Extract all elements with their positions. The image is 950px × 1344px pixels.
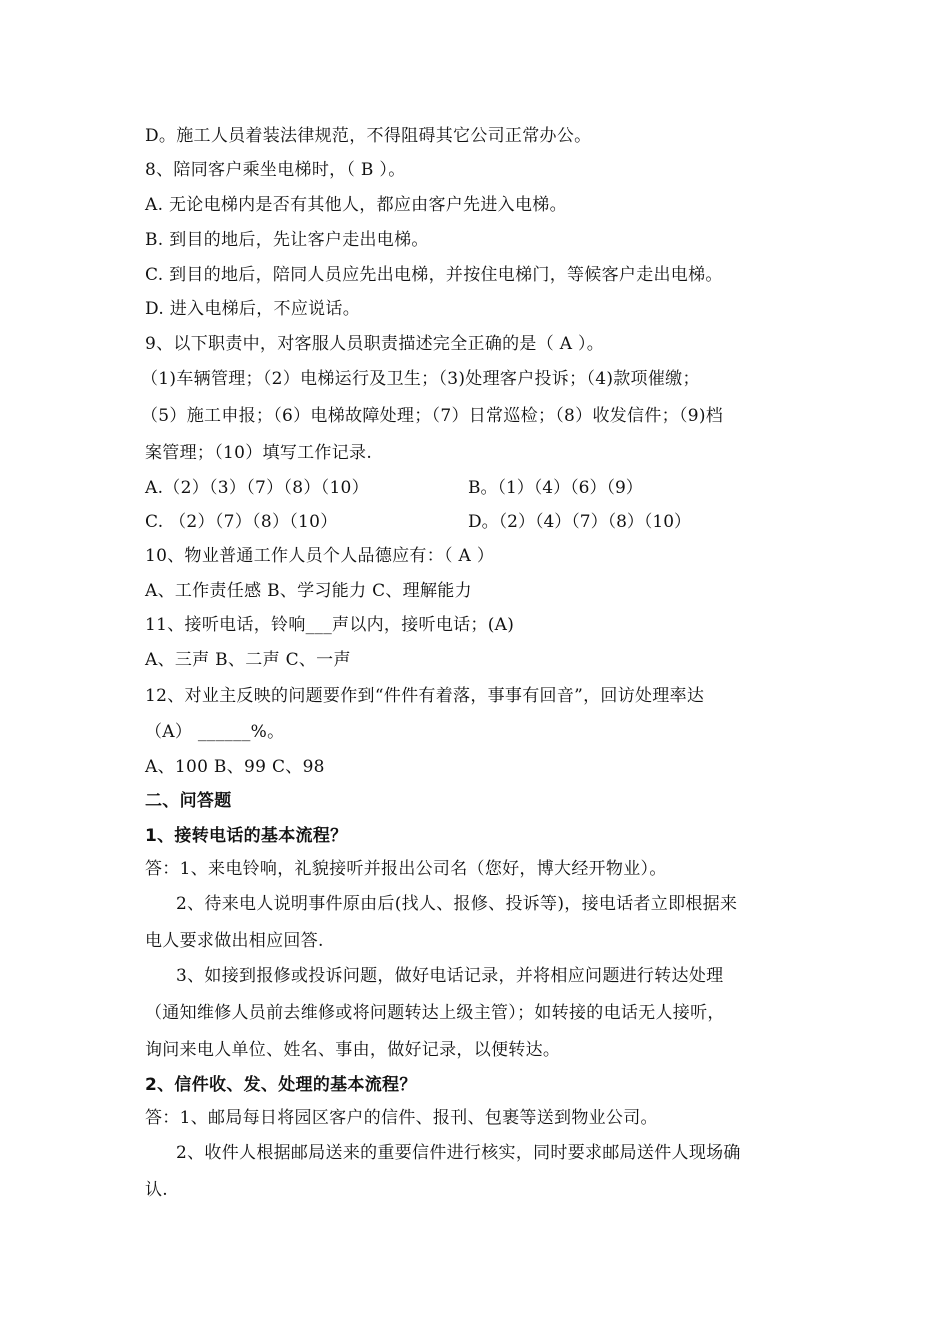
option-line: D。（2）（4）（7）（8）（10） — [468, 512, 692, 532]
question-12-cont: （A） ______%。 — [145, 722, 285, 742]
option-line: B。（1）（4）（6）（9） — [468, 478, 643, 498]
option-line: B. 到目的地后，先让客户走出电梯。 — [145, 230, 429, 250]
qa-question-1: 1、接转电话的基本流程？ — [145, 826, 348, 846]
option-line: A、三声 B、二声 C、一声 — [145, 650, 351, 670]
question-11: 11、接听电话，铃响___声以内，接听电话；(A) — [145, 615, 515, 635]
option-line: C. 到目的地后，陪同人员应先出电梯，并按住电梯门，等候客户走出电梯。 — [145, 265, 723, 285]
qa-question-2: 2、信件收、发、处理的基本流程？ — [145, 1075, 417, 1095]
option-line: A.（2）（3）（7）（8）（10） — [145, 478, 369, 498]
question-12: 12、对业主反映的问题要作到“件件有着落，事事有回音”，回访处理率达 — [145, 686, 705, 706]
question-8: 8、陪同客户乘坐电梯时，（ B ）。 — [145, 160, 406, 180]
option-line: A、工作责任感 B、学习能力 C、理解能力 — [145, 581, 472, 601]
answer-line: （通知维修人员前去维修或将问题转达上级主管）；如转接的电话无人接听， — [145, 1003, 725, 1023]
option-line: D. 进入电梯后，不应说话。 — [145, 299, 361, 319]
answer-line: 答：1、邮局每日将园区客户的信件、报刊、包裹等送到物业公司。 — [145, 1108, 658, 1128]
answer-line: 3、如接到报修或投诉问题，做好电话记录，并将相应问题进行转达处理 — [176, 966, 724, 986]
answer-line: 电人要求做出相应回答. — [145, 931, 324, 951]
option-line: D。施工人员着装法律规范，不得阻碍其它公司正常办公。 — [145, 126, 592, 146]
option-line: C. （2）（7）（8）（10） — [145, 512, 338, 532]
option-line: A、100 B、99 C、98 — [145, 757, 325, 777]
duty-list-line: （1)车辆管理；（2）电梯运行及卫生；（3)处理客户投诉；（4)款项催缴； — [141, 369, 700, 389]
question-9: 9、以下职责中，对客服人员职责描述完全正确的是（ A ）。 — [145, 334, 605, 354]
answer-line: 2、待来电人说明事件原由后(找人、报修、投诉等)，接电话者立即根据来 — [176, 894, 738, 914]
answer-line: 2、收件人根据邮局送来的重要信件进行核实，同时要求邮局送件人现场确 — [176, 1143, 741, 1163]
answer-line: 答：1、来电铃响，礼貌接听并报出公司名（您好，博大经开物业）。 — [145, 859, 667, 879]
answer-line: 认. — [145, 1180, 169, 1200]
answer-line: 询问来电人单位、姓名、事由，做好记录，以便转达。 — [145, 1040, 561, 1060]
question-10: 10、物业普通工作人员个人品德应有：（ A ） — [145, 546, 495, 566]
duty-list-line: （5）施工申报；（6）电梯故障处理；（7）日常巡检；（8）收发信件；（9)档 — [141, 406, 724, 426]
option-line: A. 无论电梯内是否有其他人，都应由客户先进入电梯。 — [145, 195, 567, 215]
section-heading: 二、问答题 — [145, 791, 232, 811]
duty-list-line: 案管理；（10）填写工作记录. — [145, 443, 373, 463]
